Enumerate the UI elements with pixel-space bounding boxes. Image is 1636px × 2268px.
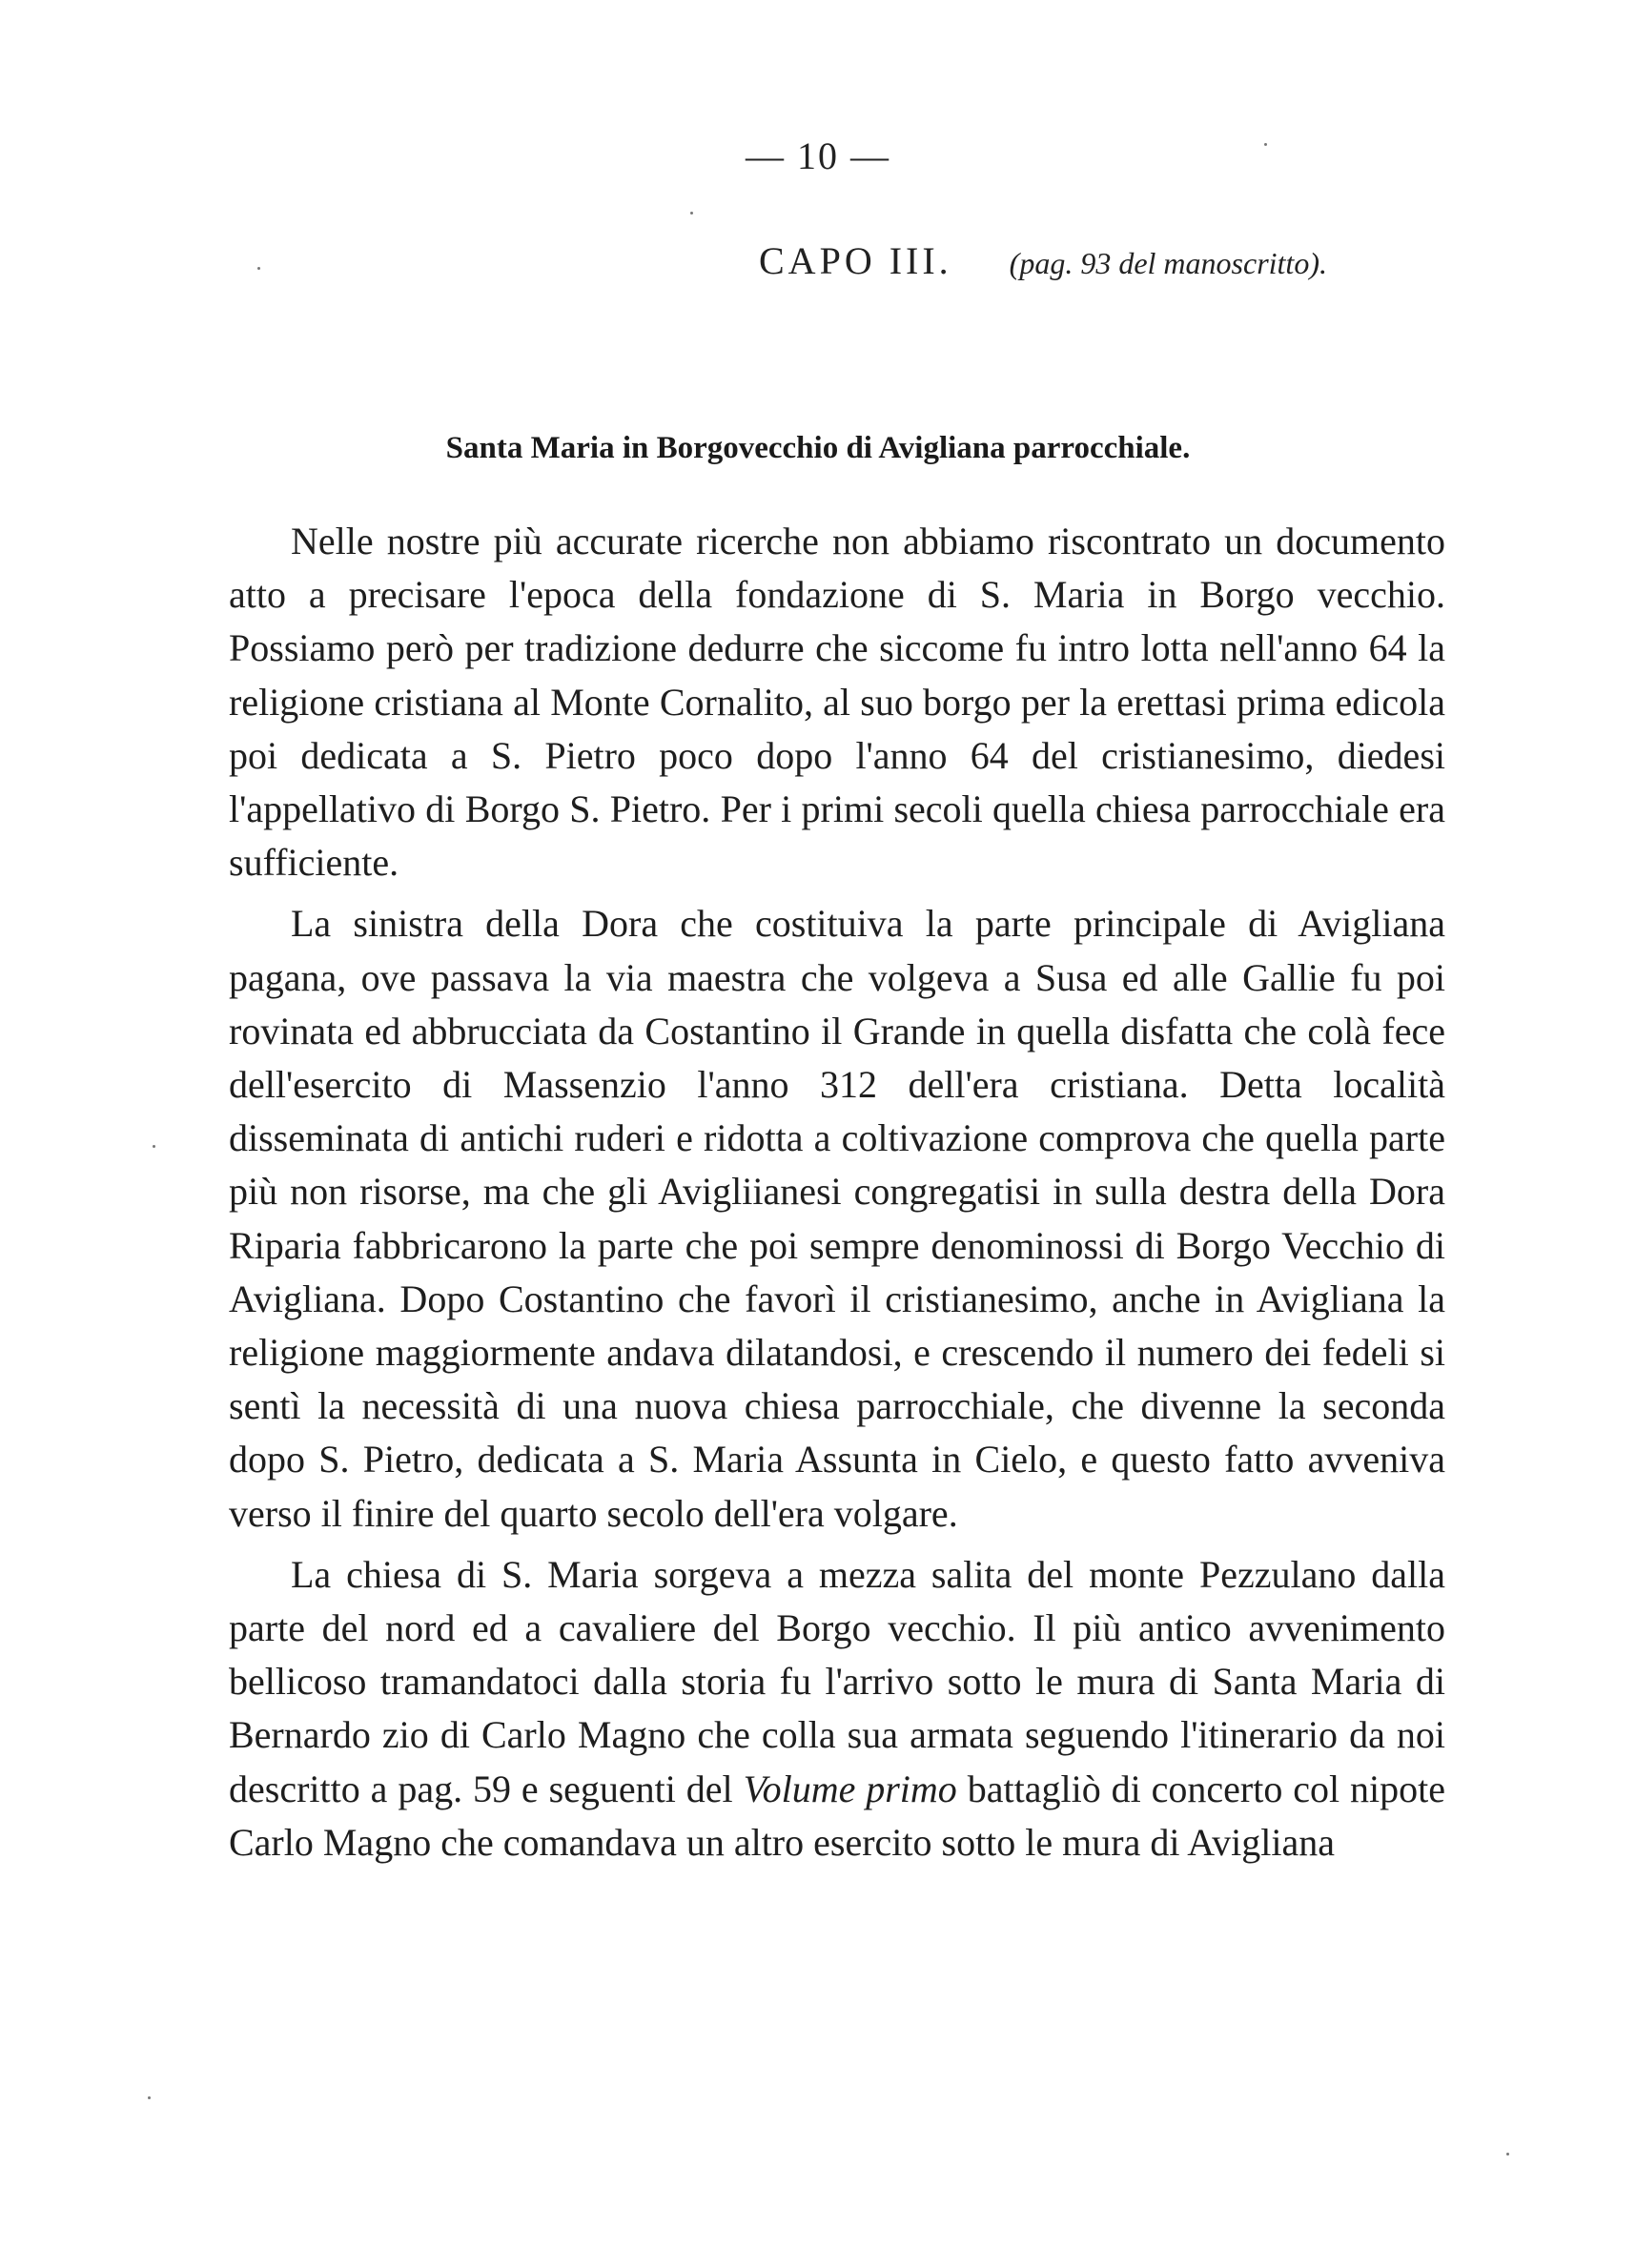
manuscript-reference: (pag. 93 del manoscritto).	[1009, 246, 1327, 280]
scan-speck	[1264, 143, 1267, 146]
body-text	[229, 515, 1445, 1877]
paragraph-2: La sinistra della Dora che costituiva la parte principale di Avigliana pagana, ove passava la via maestra che volgeva a Susa ed alle Gallie fu poi rovinata ed abbrucciata da Costantino il Grande in quella disfatta che colà fece dell'esercito di Massenzio l'anno 312 dell'era cristiana. Detta località disseminata di antichi ruderi e ridotta a coltivazione comprova che quella parte più non risorse, ma che gli Avigliianesi congregatisi in sulla destra della Dora Riparia fabbricarono la parte che poi sempre denominossi di Borgo Vecchio di Avigliana. Dopo Costantino che favorì il cristianesimo, anche in Avigliana la religione maggiormente andava dilatandosi, e crescendo il numero dei fedeli si sentì la necessità di una nuova chiesa parrocchiale, che divenne la seconda dopo S. Pietro, dedicata a S. Maria Assunta in Cielo, e questo fatto avveniva verso il finire del quarto secolo dell'era volgare.	[229, 902, 1445, 1535]
scan-speck	[153, 1145, 155, 1148]
page-number: — 10 —	[746, 134, 890, 177]
paragraph-3-start: La chiesa di S. Maria sorgeva a mezza salita del monte Pezzulano dalla parte del nord ed a cavaliere del Borgo vecchio. Il più antico avvenimento bellicoso tramandatoci dalla storia fu l'arrivo sotto le mura di Santa Maria di Bernardo zio di Carlo Magno che colla sua armata seguendo l'itinerario da noi descritto a pag. 59 e seguenti del	[229, 1552, 1445, 1810]
paragraph-3	[229, 1548, 1445, 1870]
scan-speck	[148, 2096, 151, 2099]
paragraph-1: Nelle nostre più accurate ricerche non abbiamo riscontrato un documento atto a precisare l'epoca della fondazione di S. Maria in Borgo vecchio. Possiamo però per tradizione dedurre che siccome fu intro lotta nell'anno 64 la religione cristiana al Monte Cornalito, al suo borgo per la erettasi prima edicola poi dedicata a S. Pietro poco dopo l'anno 64 del cristianesimo, diedesi l'appellativo di Borgo S. Pietro. Per i primi secoli quella chiesa parrocchiale era sufficiente.	[229, 520, 1445, 885]
section-title: Santa Maria in Borgovecchio di Avigliana parrocchiale.	[445, 431, 1191, 465]
scan-speck	[1506, 2153, 1509, 2156]
paragraph-3-italic: Volume primo	[743, 1767, 957, 1810]
scan-speck	[690, 212, 693, 215]
chapter-heading	[759, 238, 1327, 283]
paragraph-3-end: battagliò di concerto col nipote Carlo Magno che comandava un altro esercito sotto le mura di Avigliana	[229, 1767, 1446, 1864]
chapter-label: CAPO III.	[759, 239, 952, 282]
scan-speck	[257, 267, 260, 270]
